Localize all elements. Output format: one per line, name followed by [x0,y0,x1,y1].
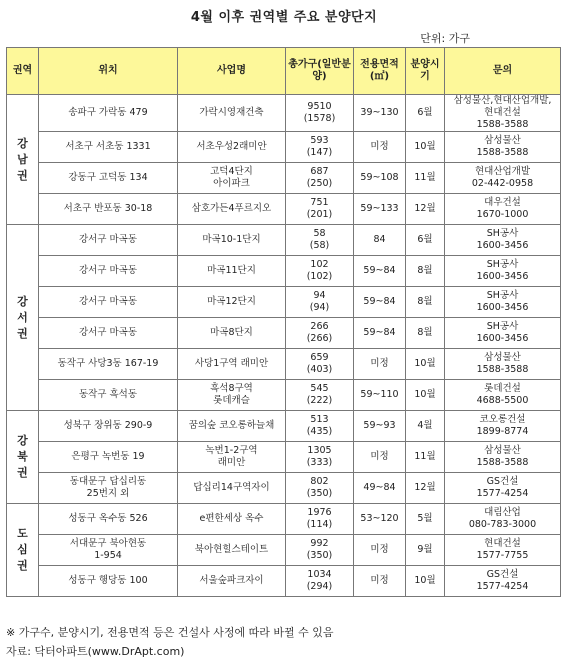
text-line: 동작구 흑석동 [78,389,138,400]
text-line: 서울숲파크자이 [199,575,264,586]
text-line: (266) [306,333,333,344]
table-row [7,535,561,566]
text-line: 현대산업개발 [474,166,531,177]
contact-cell [445,256,561,287]
timing-cell [406,318,445,349]
text-line: 080-783-3000 [468,519,537,530]
table-row [7,318,561,349]
text-line: 총가구 [288,59,318,70]
text-line: 1577-4254 [476,488,529,499]
project-cell [178,95,286,132]
contact-cell [445,349,561,380]
text-line: 가락시영재건축 [199,107,264,118]
households-cell [286,287,354,318]
text-line: (일반분양) [312,59,351,82]
area-cell [354,566,406,597]
region-cell [7,504,39,597]
text-line: 12월 [414,203,436,214]
text-line: 59~84 [363,327,396,338]
text-line: 서 [17,310,28,324]
text-line: 동대문구 답십리동 [69,476,147,487]
households-cell [286,535,354,566]
timing-cell [406,535,445,566]
table-row [7,95,561,132]
table-row [7,349,561,380]
table-row [7,256,561,287]
text-line: 마곡8단지 [210,327,253,338]
text-line: 687 [310,166,329,177]
text-line: 분양 [410,59,430,70]
text-line: 8월 [417,296,433,307]
table-row [7,411,561,442]
text-line: 10월 [414,575,436,586]
text-line: 1600-3456 [476,333,529,344]
text-line: 1670-1000 [476,209,529,220]
text-line: 1588-3588 [476,119,529,130]
text-line: GS건설 [486,476,519,487]
project-cell [178,411,286,442]
location-cell [39,473,178,504]
text-line: 5월 [417,513,433,524]
text-line: 49~84 [363,482,396,493]
text-line: 1588-3588 [476,457,529,468]
text-line: 84 [373,234,386,245]
text-line: SH공사 [486,228,519,239]
text-line: 58 [313,228,326,239]
text-line: 6월 [417,234,433,245]
timing-cell [406,163,445,194]
text-line: (114) [306,519,333,530]
households-cell [286,225,354,256]
contact-cell [445,287,561,318]
text-line: 강동구 고덕동 134 [68,172,148,183]
header-region [7,48,39,95]
location-cell [39,504,178,535]
region-cell [7,411,39,504]
text-line: 39~130 [360,107,399,118]
text-line: (102) [306,271,333,282]
households-cell [286,163,354,194]
timing-cell [406,194,445,225]
text-line: 남 [17,152,28,166]
text-line: 6월 [417,107,433,118]
text-line: 59~110 [360,389,399,400]
text-line: 삼성물산 [484,352,521,363]
text-line: 9510 [307,101,332,112]
text-line: SH공사 [486,259,519,270]
text-line: 강 [17,294,28,308]
text-line: 266 [310,321,329,332]
project-cell [178,318,286,349]
timing-cell [406,411,445,442]
contact-cell [445,442,561,473]
table-row [7,163,561,194]
text-line: 꿈의숲 코오롱하늘채 [188,420,275,431]
text-line: e편한세상 옥수 [199,513,264,524]
timing-cell [406,442,445,473]
contact-cell [445,194,561,225]
text-line: 4월 [417,420,433,431]
area-cell [354,225,406,256]
text-line: 10월 [414,141,436,152]
text-line: 답십리14구역자이 [193,482,270,493]
text-line: 02-442-0958 [471,178,534,189]
text-line: 현대건설 [484,107,521,118]
table-row [7,287,561,318]
text-line: 미정 [370,544,389,555]
timing-cell [406,95,445,132]
location-cell [39,287,178,318]
timing-cell [406,380,445,411]
text-line: 1577-4254 [476,581,529,592]
location-cell [39,566,178,597]
location-cell [39,380,178,411]
area-cell [354,132,406,163]
project-cell [178,163,286,194]
text-line: 흑석8구역 [210,383,253,394]
text-line: 12월 [414,482,436,493]
text-line: 삼호가든4푸르지오 [191,203,272,214]
text-line: 강서구 마곡동 [78,265,138,276]
project-cell [178,566,286,597]
text-line: 59~84 [363,265,396,276]
text-line: 11월 [414,172,436,183]
text-line: 서대문구 북아현동 [69,538,147,549]
location-cell [39,95,178,132]
text-line: (250) [306,178,333,189]
region-cell [7,225,39,411]
contact-cell [445,163,561,194]
location-cell [39,535,178,566]
text-line: 롯데건설 [484,383,521,394]
households-cell [286,442,354,473]
contact-cell [445,473,561,504]
text-line: 북 [17,450,28,463]
households-cell [286,473,354,504]
project-cell [178,349,286,380]
text-line: 마곡12단지 [207,296,256,307]
area-cell [354,349,406,380]
timing-cell [406,132,445,163]
project-cell [178,225,286,256]
text-line: (㎡) [369,71,390,82]
header-area [354,48,406,95]
timing-cell [406,473,445,504]
project-cell [178,535,286,566]
households-cell [286,504,354,535]
area-cell [354,194,406,225]
text-line: 1899-8774 [476,426,529,437]
location-cell [39,194,178,225]
households-cell [286,349,354,380]
timing-cell [406,287,445,318]
text-line: 8월 [417,327,433,338]
text-line: 10월 [414,389,436,400]
area-cell [354,95,406,132]
text-line: 아이파크 [213,178,250,189]
text-line: (333) [306,457,333,468]
text-line: 미정 [370,358,389,369]
text-line: 삼성물산 [484,445,521,456]
text-line: (147) [306,147,333,158]
text-line: 면적 [379,59,399,70]
text-line: 513 [310,414,329,425]
contact-cell [445,535,561,566]
text-line: 심 [17,543,28,556]
text-line: 강서구 마곡동 [78,327,138,338]
text-line: 992 [310,538,329,549]
text-line: SH공사 [486,321,519,332]
text-line: (403) [306,364,333,375]
contact-cell [445,225,561,256]
text-line: (350) [306,488,333,499]
text-line: 1588-3588 [476,364,529,375]
text-line: (201) [306,209,333,220]
text-line: 659 [310,352,329,363]
table-row [7,473,561,504]
header-project [178,48,286,95]
text-line: 545 [310,383,329,394]
text-line: (1578) [303,113,336,124]
text-line: 4688-5500 [476,395,529,406]
text-line: 8월 [417,265,433,276]
location-cell [39,163,178,194]
text-line: 미정 [370,141,389,152]
text-line: 94 [313,290,326,301]
text-line: 서초구 서초동 1331 [65,141,151,152]
location-cell [39,132,178,163]
area-cell [354,473,406,504]
table-row [7,225,561,256]
area-cell [354,287,406,318]
text-line: 녹번1-2구역 [205,445,258,456]
text-line: 도 [17,527,28,540]
table-row [7,194,561,225]
project-cell [178,473,286,504]
text-line: 삼성물산 [484,135,521,146]
text-line: 10월 [414,358,436,369]
text-line: 권 [17,466,28,479]
contact-cell [445,132,561,163]
contact-cell [445,95,561,132]
area-cell [354,380,406,411]
text-line: 1588-3588 [476,147,529,158]
text-line: 현대건설 [484,538,521,549]
text-line: 위치 [98,65,118,76]
text-line: 1305 [307,445,332,456]
contact-cell [445,504,561,535]
text-line: 미정 [370,451,389,462]
text-line: 마곡10-1단지 [202,234,261,245]
location-cell [39,256,178,287]
text-line: 사당1구역 래미안 [194,358,269,369]
text-line: 102 [310,259,329,270]
text-line: 은평구 녹번동 19 [71,451,145,462]
source-credit: 자료: 닥터아파트(www.DrApt.com) [6,645,185,658]
text-line: (58) [309,240,330,251]
unit-label: 단위: 가구 [420,32,470,45]
text-line: 1034 [307,569,332,580]
text-line: (222) [306,395,333,406]
text-line: 성북구 장위동 290-9 [63,420,153,431]
header-location [39,48,178,95]
contact-cell [445,566,561,597]
project-cell [178,194,286,225]
text-line: 사업명 [217,65,246,76]
location-cell [39,411,178,442]
text-line: 성동구 옥수동 526 [68,513,148,524]
text-line: 1976 [307,507,332,518]
area-cell [354,535,406,566]
text-line: 59~133 [360,203,399,214]
text-line: (294) [306,581,333,592]
text-line: 삼성물산,현대산업개발, [453,95,552,106]
contact-cell [445,318,561,349]
households-cell [286,380,354,411]
households-cell [286,318,354,349]
table-header-row [7,48,561,95]
area-cell [354,318,406,349]
text-line: 송파구 가락동 479 [68,107,148,118]
text-line: 미정 [370,575,389,586]
area-cell [354,504,406,535]
text-line: 권역 [12,65,33,76]
text-line: 751 [310,197,329,208]
project-cell [178,132,286,163]
page-title: 4월 이후 권역별 주요 분양단지 [190,10,378,25]
text-line: 전용 [360,59,380,70]
table-row [7,380,561,411]
text-line: 강 [17,434,28,447]
project-cell [178,287,286,318]
text-line: 802 [310,476,329,487]
text-line: 59~93 [363,420,396,431]
location-cell [39,349,178,380]
project-cell [178,504,286,535]
header-households [286,48,354,95]
text-line: 25번지 외 [86,488,130,499]
text-line: 1600-3456 [476,271,529,282]
text-line: GS건설 [486,569,519,580]
table-body [7,95,561,597]
text-line: 53~120 [360,513,399,524]
households-cell [286,411,354,442]
project-cell [178,256,286,287]
text-line: (94) [309,302,330,313]
text-line: 1-954 [94,550,122,561]
text-line: 성동구 행당동 100 [68,575,148,586]
location-cell [39,318,178,349]
contact-cell [445,411,561,442]
project-cell [178,380,286,411]
text-line: 서초구 반포동 30-18 [63,203,153,214]
text-line: 1600-3456 [476,302,529,313]
table-row [7,442,561,473]
timing-cell [406,349,445,380]
text-line: 59~108 [360,172,399,183]
text-line: 대림산업 [484,507,521,518]
table-row [7,504,561,535]
timing-cell [406,566,445,597]
footnote: ※ 가구수, 분양시기, 전용면적 등은 건설사 사정에 따라 바뀔 수 있음 [6,626,334,639]
project-cell [178,442,286,473]
text-line: 권 [17,168,28,182]
text-line: 1600-3456 [476,240,529,251]
text-line: 9월 [417,544,433,555]
area-cell [354,256,406,287]
text-line: 코오롱건설 [479,414,526,425]
text-line: 강서구 마곡동 [78,234,138,245]
households-cell [286,256,354,287]
text-line: 강서구 마곡동 [78,296,138,307]
table-row [7,132,561,163]
text-line: SH공사 [486,290,519,301]
listing-table [6,47,561,597]
text-line: 권 [17,559,28,572]
area-cell [354,163,406,194]
text-line: 593 [310,135,329,146]
text-line: (350) [306,550,333,561]
text-line: 1577-7755 [476,550,529,561]
text-line: 강 [17,136,28,150]
text-line: 동작구 사당3동 167-19 [57,358,159,369]
timing-cell [406,504,445,535]
text-line: 권 [17,326,28,340]
text-line: 북아현힐스테이트 [194,544,269,555]
text-line: 래미안 [217,457,246,468]
timing-cell [406,225,445,256]
text-line: 11월 [414,451,436,462]
text-line: (435) [306,426,333,437]
text-line: 대우건설 [484,197,521,208]
text-line: 고덕4단지 [210,166,253,177]
timing-cell [406,256,445,287]
header-timing [406,48,445,95]
header-contact [445,48,561,95]
households-cell [286,132,354,163]
area-cell [354,411,406,442]
text-line: 롯데캐슬 [213,395,250,406]
households-cell [286,95,354,132]
contact-cell [445,380,561,411]
households-cell [286,194,354,225]
area-cell [354,442,406,473]
text-line: 마곡11단지 [207,265,256,276]
text-line: 서초우성2래미안 [196,141,267,152]
location-cell [39,225,178,256]
text-line: 시기 [420,59,440,82]
location-cell [39,442,178,473]
text-line: 문의 [492,65,513,76]
households-cell [286,566,354,597]
text-line: 59~84 [363,296,396,307]
table-row [7,566,561,597]
region-cell [7,95,39,225]
